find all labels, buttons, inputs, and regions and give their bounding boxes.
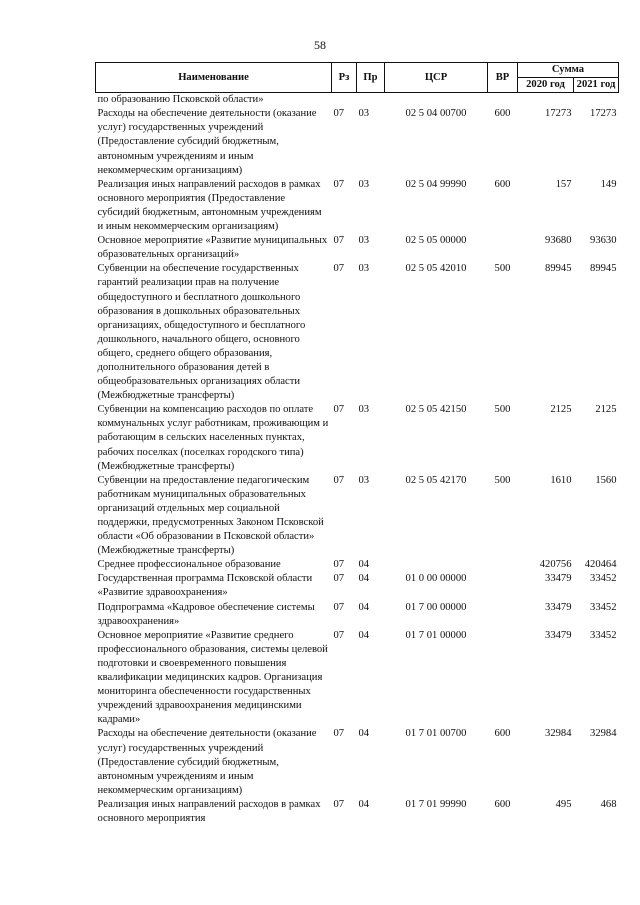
cell-rz: 07 xyxy=(333,728,345,740)
cell-rz: 07 xyxy=(333,108,345,120)
cell-pr: 03 xyxy=(358,235,370,247)
cell-vr xyxy=(488,601,518,629)
cell-pr: 03 xyxy=(358,108,370,120)
cell-vr: 600 xyxy=(494,178,511,190)
cell-sum-2021: 33452 xyxy=(590,601,617,613)
cell-pr: 04 xyxy=(358,559,370,571)
cell-sum-2021: 468 xyxy=(600,798,617,810)
table-row xyxy=(96,403,619,473)
cell-rz: 07 xyxy=(333,559,345,571)
header-rz: Рз xyxy=(332,63,357,93)
cell-vr: 600 xyxy=(494,728,511,740)
cell-pr: 04 xyxy=(358,601,370,613)
cell-name: Среднее профессиональное образование xyxy=(97,559,281,571)
cell-sum-2020: 33479 xyxy=(545,629,572,641)
cell-sum-2020: 17273 xyxy=(545,108,572,120)
cell-name: Основное мероприятие «Развитие муниципальных образовательных организаций» xyxy=(97,235,328,261)
cell-rz: 07 xyxy=(333,629,345,641)
cell-sum-2020: 495 xyxy=(555,798,572,810)
cell-vr xyxy=(488,572,518,600)
cell-name: Реализация иных направлений расходов в рамках основного мероприятия xyxy=(97,798,321,824)
cell-rz: 07 xyxy=(333,474,345,486)
table-row xyxy=(96,572,619,600)
cell-sum-2020: 93680 xyxy=(545,235,572,247)
cell-sum-2020: 32984 xyxy=(545,728,572,740)
cell-rz: 07 xyxy=(333,178,345,190)
table-row xyxy=(96,601,619,629)
cell-csr: 02 5 05 00000 xyxy=(405,235,467,247)
cell-csr: 02 5 05 42010 xyxy=(405,263,467,275)
cell-sum-2020: 89945 xyxy=(545,263,572,275)
table-row xyxy=(96,727,619,797)
header-name: Наименование xyxy=(96,63,332,93)
cell-csr xyxy=(385,558,488,572)
cell-name: Основное мероприятие «Развитие среднего профессионального образования, системы целевой подготовки и своевременного повышения квалификации медицинских кадров. Организация мониторинга обеспеченности государственных учреждений здравоохранения медицинскими кадрами» xyxy=(97,629,328,726)
cell-csr: 01 7 01 00000 xyxy=(405,629,467,641)
header-pr: Пр xyxy=(357,63,385,93)
table-row xyxy=(96,629,619,728)
cell-vr: 600 xyxy=(494,108,511,120)
cell-csr: 02 5 05 42150 xyxy=(405,404,467,416)
cell-sum-2021: 17273 xyxy=(590,108,617,120)
cell-name: Расходы на обеспечение деятельности (оказание услуг) государственных учреждений (Предоставление субсидий бюджетным, автономным учреждениям и иным некоммерческим организациям) xyxy=(97,728,317,796)
cell-csr: 02 5 04 99990 xyxy=(405,178,467,190)
cell-pr: 04 xyxy=(358,798,370,810)
cell-rz: 07 xyxy=(333,798,345,810)
cell-vr: 600 xyxy=(494,798,511,810)
cell-rz: 07 xyxy=(333,573,345,585)
cell-rz: 07 xyxy=(333,235,345,247)
cell-sum-2020 xyxy=(518,93,574,108)
cell-name: Субвенции на компенсацию расходов по оплате коммунальных услуг работникам, проживающим и работающим в сельских населенных пунктах, рабочих поселках (поселках городского типа) (Межбюджетные трансферты) xyxy=(97,404,329,472)
cell-sum-2021: 420464 xyxy=(584,559,617,571)
cell-name: Расходы на обеспечение деятельности (оказание услуг) государственных учреждений (Предоставление субсидий бюджетным, автономным учреждениям и иным некоммерческим организациям) xyxy=(97,108,317,176)
table-row xyxy=(96,178,619,234)
cell-sum-2021: 32984 xyxy=(590,728,617,740)
cell-sum-2021: 2125 xyxy=(595,404,617,416)
cell-name: Подпрограмма «Кадровое обеспечение системы здравоохранения» xyxy=(97,601,315,627)
table-row xyxy=(96,234,619,262)
cell-rz xyxy=(332,93,357,108)
cell-pr: 04 xyxy=(358,629,370,641)
cell-sum-2021: 89945 xyxy=(590,263,617,275)
cell-vr: 500 xyxy=(494,474,511,486)
cell-sum-2021 xyxy=(574,93,619,108)
cell-sum-2021: 93630 xyxy=(590,235,617,247)
cell-vr xyxy=(488,558,518,572)
table-body xyxy=(96,93,619,826)
cell-csr: 02 5 04 00700 xyxy=(405,108,467,120)
cell-csr xyxy=(385,93,488,108)
cell-vr xyxy=(488,93,518,108)
cell-pr: 03 xyxy=(358,178,370,190)
cell-rz: 07 xyxy=(333,263,345,275)
cell-rz: 07 xyxy=(333,601,345,613)
table-row xyxy=(96,262,619,403)
header-year-2020: 2020 год xyxy=(518,78,574,93)
table-row xyxy=(96,93,619,108)
cell-sum-2021: 149 xyxy=(600,178,617,190)
header-sum: Сумма xyxy=(518,63,619,78)
cell-pr: 04 xyxy=(358,573,370,585)
cell-name: Субвенции на обеспечение государственных гарантий реализации прав на получение общедоступного и бесплатного дошкольного образования в дошкольных образовательных организациях, общедоступного и бесплатного дошкольного, начального общего, основного общего, среднего общего образования, дополнительного образования детей в общеобразовательных организациях области (Межбюджетные трансферты) xyxy=(97,263,306,402)
budget-table xyxy=(95,62,619,826)
header-csr: ЦСР xyxy=(385,63,488,93)
page-number: 58 xyxy=(314,38,326,52)
cell-sum-2020: 33479 xyxy=(545,601,572,613)
header-year-2021: 2021 год xyxy=(574,78,619,93)
cell-csr: 01 0 00 00000 xyxy=(405,573,467,585)
header-vr: ВР xyxy=(488,63,518,93)
cell-sum-2020: 1610 xyxy=(550,474,572,486)
table-row xyxy=(96,107,619,177)
cell-pr: 03 xyxy=(358,474,370,486)
cell-sum-2020: 157 xyxy=(555,178,572,190)
cell-name: Субвенции на предоставление педагогическим работникам муниципальных образовательных организаций отдельных мер социальной поддержки, предусмотренных Законом Псковской области «Об образовании в Псковской области» (Межбюджетные трансферты) xyxy=(97,474,324,557)
table-row xyxy=(96,474,619,559)
cell-csr: 01 7 00 00000 xyxy=(405,601,467,613)
cell-rz: 07 xyxy=(333,404,345,416)
cell-sum-2020: 2125 xyxy=(550,404,572,416)
cell-name: Государственная программа Псковской области «Развитие здравоохранения» xyxy=(97,573,313,599)
cell-sum-2021: 33452 xyxy=(590,629,617,641)
cell-sum-2020: 420756 xyxy=(539,559,572,571)
table-row xyxy=(96,798,619,826)
cell-pr: 04 xyxy=(358,728,370,740)
cell-name: Реализация иных направлений расходов в рамках основного мероприятия (Предоставление субсидий бюджетным, автономным учреждениям и иным некоммерческим организациям) xyxy=(97,178,322,233)
cell-vr xyxy=(488,234,518,262)
table-row xyxy=(96,558,619,572)
cell-sum-2021: 1560 xyxy=(595,474,617,486)
cell-vr: 500 xyxy=(494,404,511,416)
cell-csr: 01 7 01 00700 xyxy=(405,728,467,740)
cell-name: по образованию Псковской области» xyxy=(97,94,264,106)
cell-pr: 03 xyxy=(358,263,370,275)
cell-sum-2021: 33452 xyxy=(590,573,617,585)
cell-vr: 500 xyxy=(494,263,511,275)
table-header xyxy=(96,63,619,93)
cell-pr xyxy=(357,93,385,108)
cell-csr: 02 5 05 42170 xyxy=(405,474,467,486)
cell-sum-2020: 33479 xyxy=(545,573,572,585)
cell-csr: 01 7 01 99990 xyxy=(405,798,467,810)
cell-pr: 03 xyxy=(358,404,370,416)
cell-vr xyxy=(488,629,518,728)
